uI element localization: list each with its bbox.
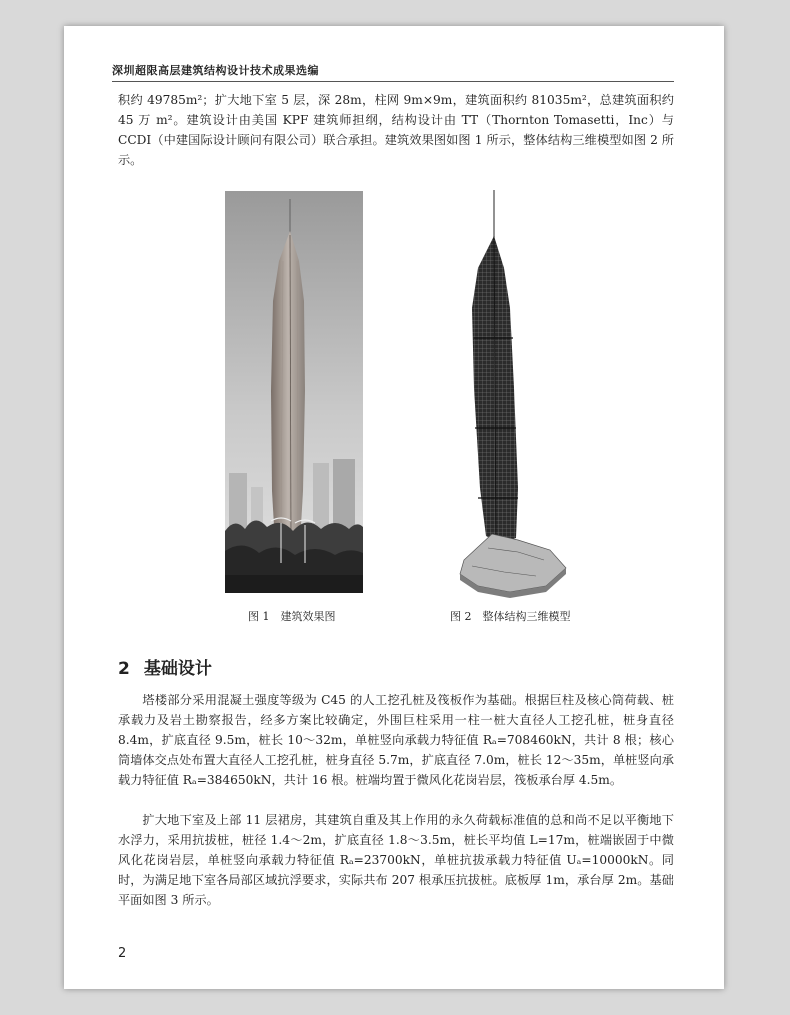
running-title: 深圳超限高层建筑结构设计技术成果选编	[112, 64, 319, 77]
document-page	[64, 26, 724, 989]
body-paragraph: 扩大地下室及上部 11 层裙房，其建筑自重及其上作用的永久荷载标准值的总和尚不足以平衡地下水浮力，采用抗拔桩，桩径 1.4～2m，扩底直径 1.8～3.5m，桩长平均值 L=17m，桩端嵌固于中微风化花岗岩层，单桩竖向承载力特征值 Rₐ=23700kN，单桩抗拔承载力特征值 Uₐ=10000kN。同时，为满足地下室各局部区域抗浮要求，实际共布 207 根承压抗拔桩。底板厚 1m，承台厚 2m。基础平面如图 3 所示。	[118, 813, 674, 907]
figure-1	[225, 191, 363, 597]
section-title: 基础设计	[143, 659, 212, 679]
tower-rendering-image	[225, 191, 363, 593]
header-rule	[112, 81, 674, 82]
body-paragraph: 塔楼部分采用混凝土强度等级为 C45 的人工挖孔桩及筏板作为基础。根据巨柱及核心筒荷载、桩承载力及岩土勘察报告，经多方案比较确定，外围巨柱采用一柱一桩大直径人工挖孔桩，桩身直径 8.4m，扩底直径 9.5m，桩长 10～32m，单桩竖向承载力特征值 Rₐ=708460kN，共计 8 根；核心筒墙体交点处布置大直径人工挖孔桩，桩身直径 5.7m，扩底直径 7.0m，桩长 12～35m，单桩竖向承载力特征值 Rₐ=384650kN，共计 16 根。桩端均置于微风化花岗岩层，筏板承台厚 4.5m。	[118, 693, 674, 787]
section-heading	[118, 654, 212, 679]
figure-2	[458, 188, 578, 612]
structural-model-image	[458, 188, 578, 608]
page-number: 2	[118, 946, 127, 961]
figure-1-caption: 图 1 建筑效果图	[248, 610, 336, 623]
intro-paragraph: 积约 49785m²；扩大地下室 5 层，深 28m，柱网 9m×9m，建筑面积约 81035m²，总建筑面积约 45 万 m²。建筑设计由美国 KPF 建筑师担纲，结构设计由 TT（Thornton Tomasetti，Inc）与 CCDI（中建国际设计顾问有限公司）联合承担。建筑效果图如图 1 所示，整体结构三维模型如图 2 所示。	[118, 93, 674, 167]
section-number: 2	[118, 659, 130, 679]
figure-2-caption: 图 2 整体结构三维模型	[450, 610, 571, 623]
